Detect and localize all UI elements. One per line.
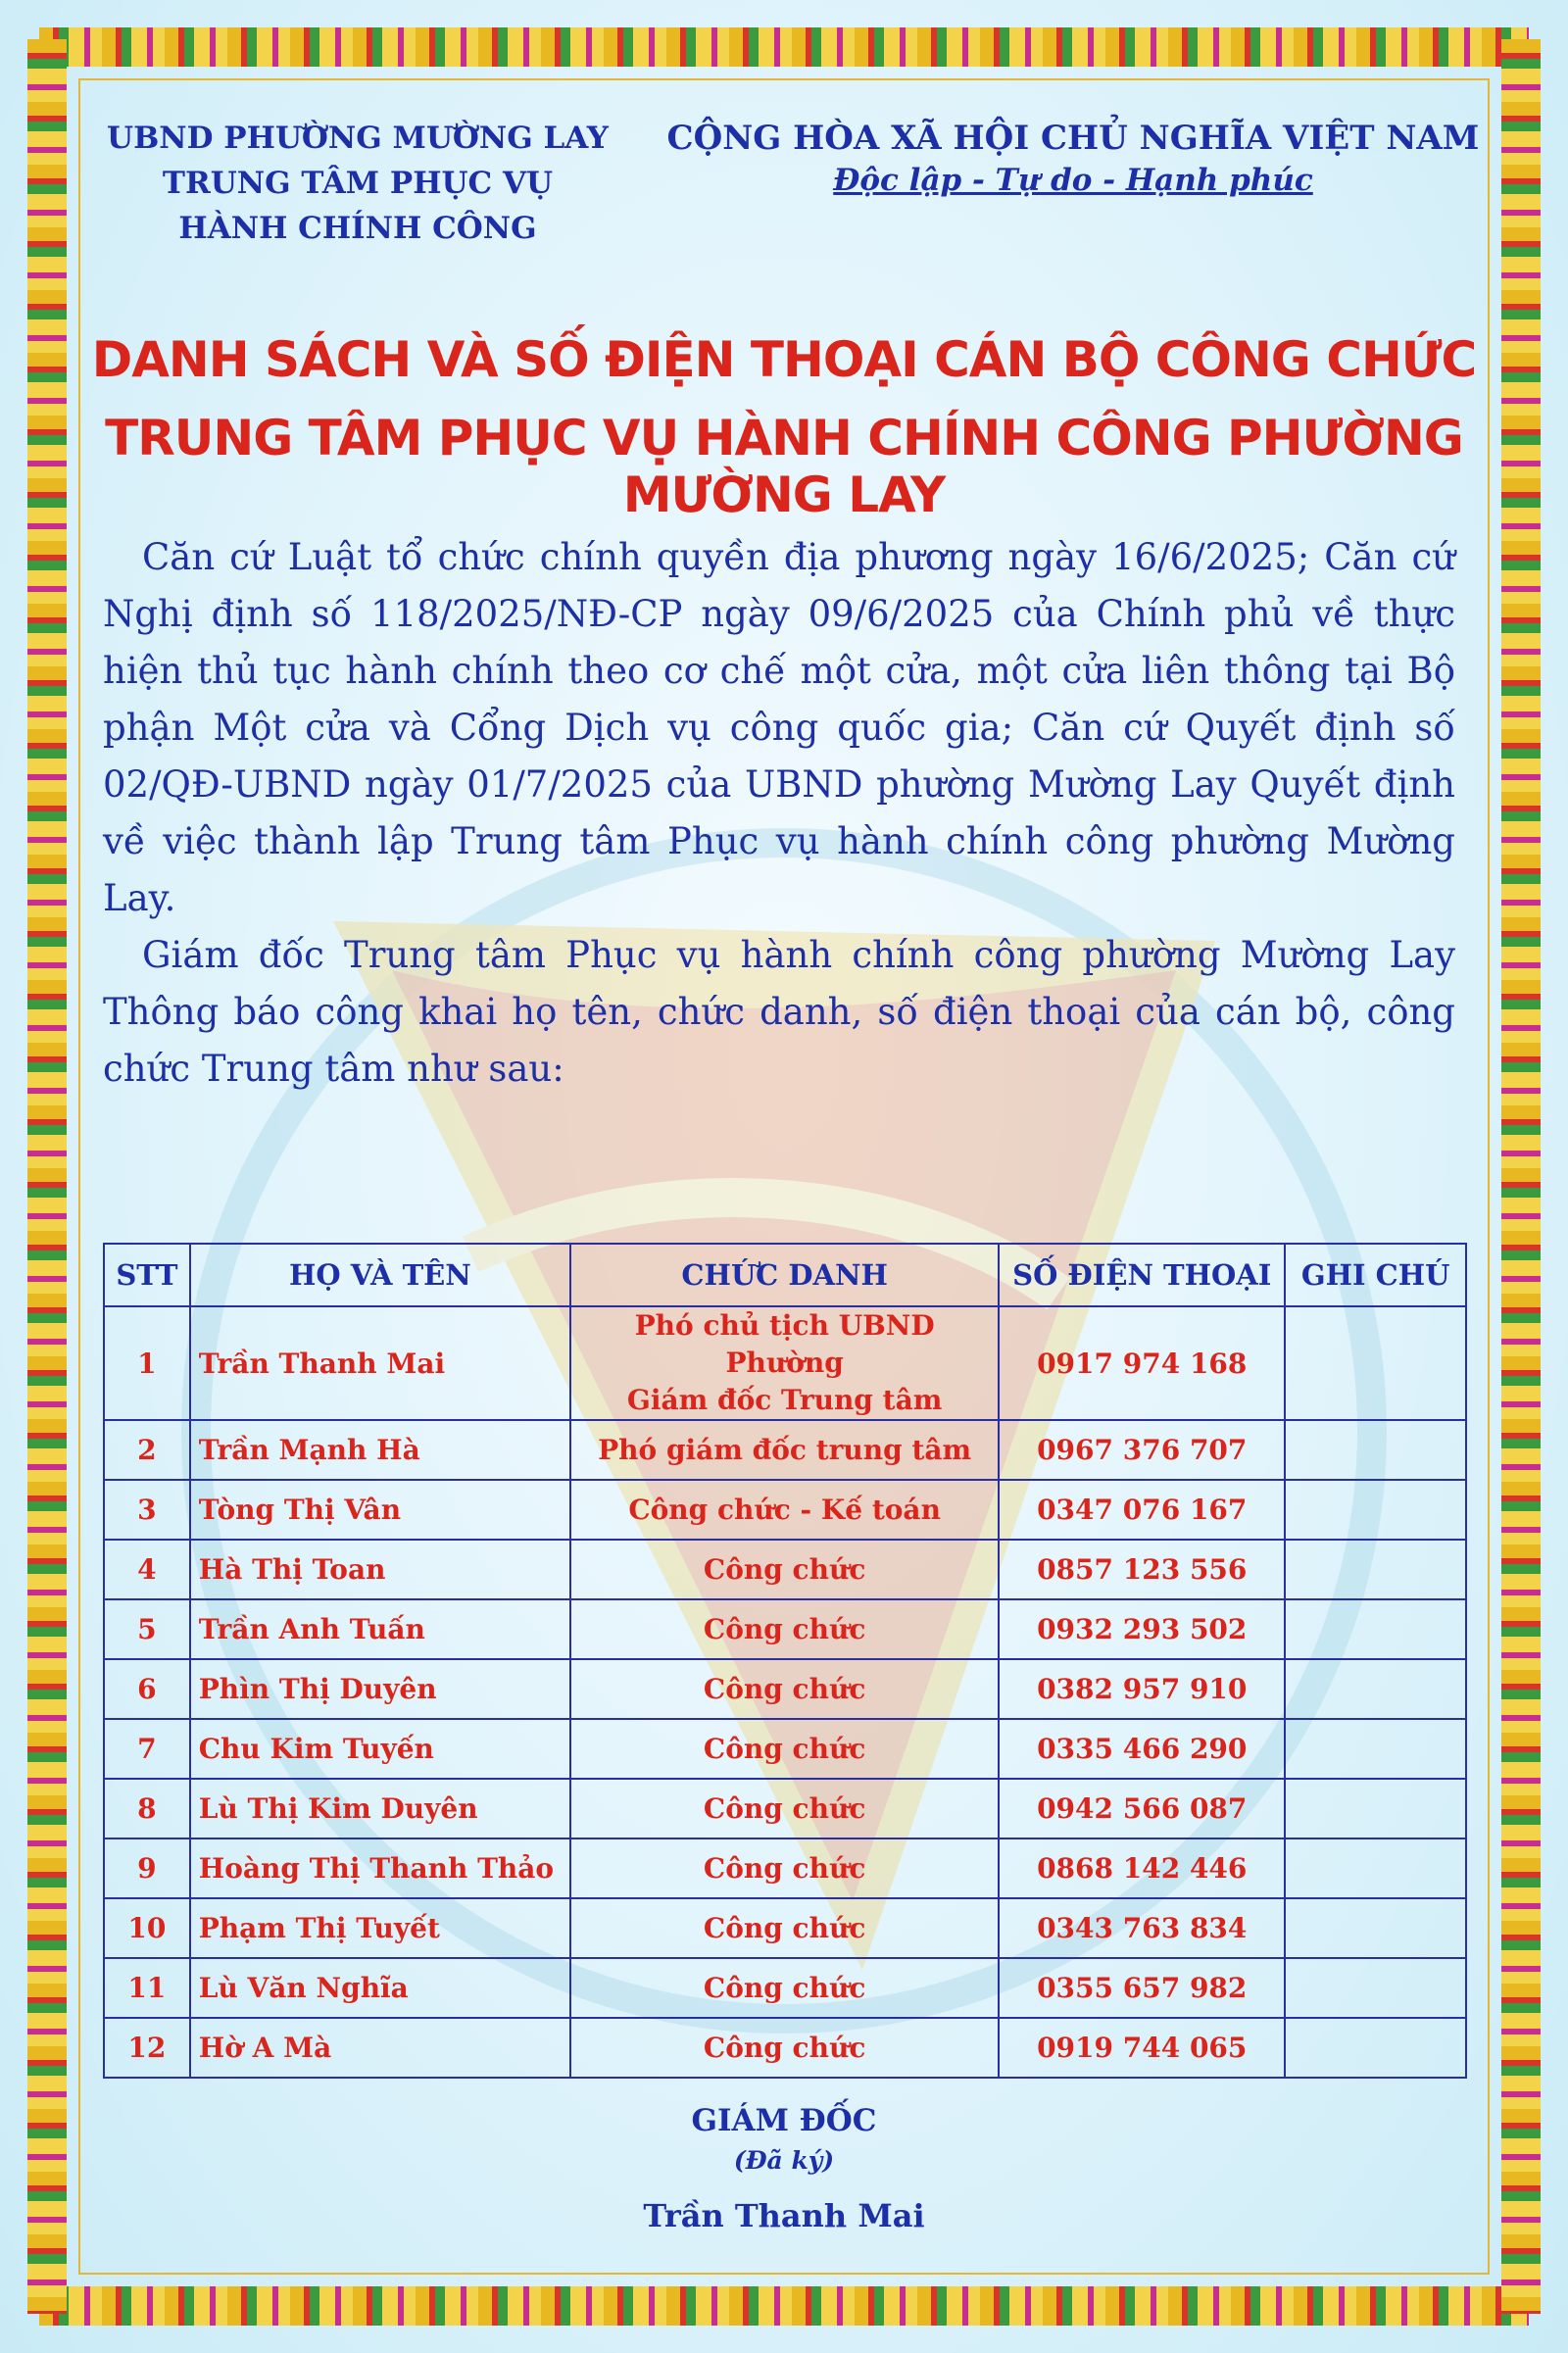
agency-line-1: UBND PHƯỜNG MƯỜNG LAY [107,121,609,156]
row-phone: 0335 466 290 [999,1719,1285,1779]
row-role: Công chức [570,1779,999,1838]
row-note [1285,1306,1466,1420]
row-phone: 0857 123 556 [999,1540,1285,1599]
row-stt: 12 [104,2018,190,2078]
row-phone: 0343 763 834 [999,1898,1285,1958]
decorative-border-right [1501,39,1541,2314]
table-row [104,1599,1466,1659]
row-name: Lù Văn Nghĩa [190,1958,570,2018]
row-note [1285,1480,1466,1540]
row-phone: 0932 293 502 [999,1599,1285,1659]
row-name: Lù Thị Kim Duyên [190,1779,570,1838]
header-name: HỌ VÀ TÊN [190,1244,570,1306]
row-note [1285,1659,1466,1719]
row-note [1285,1420,1466,1480]
table-row [104,1420,1466,1480]
decorative-border-top [39,27,1529,67]
header-stt: STT [104,1244,190,1306]
legal-basis-paragraph: Căn cứ Luật tổ chức chính quyền địa phương ngày 16/6/2025; Căn cứ Nghị định số 118/2025/NĐ-CP ngày 09/6/2025 của Chính phủ về thực hiện thủ tục hành chính theo cơ chế một cửa, một cửa liên thông tại Bộ phận Một cửa và Cổng Dịch vụ công quốc gia; Căn cứ Quyết định số 02/QĐ-UBND ngày 01/7/2025 của UBND phường Mường Lay Quyết định về việc thành lập Trung tâm Phục vụ hành chính công phường Mường Lay. [103,536,1455,919]
document-title-line-2: TRUNG TÂM PHỤC VỤ HÀNH CHÍNH CÔNG PHƯỜNG MƯỜNG LAY [105,410,1463,523]
table-header-row [104,1244,1466,1306]
signature-status: (Đã ký) [733,2146,835,2175]
issuing-agency [98,116,617,251]
table-row [104,1779,1466,1838]
row-name: Phìn Thị Duyên [190,1659,570,1719]
row-name: Trần Mạnh Hà [190,1420,570,1480]
row-name: Phạm Thị Tuyết [190,1898,570,1958]
table-row [104,2018,1466,2078]
row-role: Công chức [570,1719,999,1779]
table-row [104,1659,1466,1719]
signature-title: GIÁM ĐỐC [691,2103,877,2138]
row-name: Hoàng Thị Thanh Thảo [190,1838,570,1898]
row-role: Công chức [570,1540,999,1599]
row-note [1285,2018,1466,2078]
row-role-line-2: Giám đốc Trung tâm [626,1384,943,1416]
motto: Độc lập - Tự do - Hạnh phúc [833,163,1313,198]
row-stt: 10 [104,1898,190,1958]
row-name: Tòng Thị Vân [190,1480,570,1540]
row-stt: 7 [104,1719,190,1779]
row-stt: 4 [104,1540,190,1599]
country-name: CỘNG HÒA XÃ HỘI CHỦ NGHĨA VIỆT NAM [666,119,1480,158]
row-role: Công chức - Kế toán [570,1480,999,1540]
signer-name: Trần Thanh Mai [643,2197,925,2234]
row-stt: 3 [104,1480,190,1540]
staff-table [103,1243,1467,2079]
row-note [1285,1599,1466,1659]
row-role: Phó giám đốc trung tâm [570,1420,999,1480]
row-role: Công chức [570,1958,999,2018]
agency-line-3: HÀNH CHÍNH CÔNG [178,211,537,246]
table-row [104,1480,1466,1540]
row-phone: 0917 974 168 [999,1306,1285,1420]
table-row [104,1719,1466,1779]
row-note [1285,1540,1466,1599]
row-stt: 8 [104,1779,190,1838]
row-phone: 0942 566 087 [999,1779,1285,1838]
row-role: Công chức [570,1838,999,1898]
row-stt: 5 [104,1599,190,1659]
row-phone: 0919 744 065 [999,2018,1285,2078]
row-phone: 0868 142 446 [999,1838,1285,1898]
row-phone: 0382 957 910 [999,1659,1285,1719]
table-row [104,1898,1466,1958]
decorative-border-bottom [39,2286,1529,2326]
row-name: Chu Kim Tuyến [190,1719,570,1779]
row-name: Trần Anh Tuấn [190,1599,570,1659]
row-role: Công chức [570,2018,999,2078]
row-stt: 1 [104,1306,190,1420]
document-body [103,529,1455,1098]
table-row [104,1540,1466,1599]
row-note [1285,1898,1466,1958]
row-stt: 2 [104,1420,190,1480]
row-role: Công chức [570,1898,999,1958]
table-row [104,1306,1466,1420]
row-phone: 0347 076 167 [999,1480,1285,1540]
row-stt: 6 [104,1659,190,1719]
agency-line-2: TRUNG TÂM PHỤC VỤ [162,166,554,201]
row-name: Hà Thị Toan [190,1540,570,1599]
row-role: Công chức [570,1599,999,1659]
row-name: Hờ A Mà [190,2018,570,2078]
decorative-border-left [27,39,67,2314]
table-row [104,1958,1466,2018]
header-note: GHI CHÚ [1285,1244,1466,1306]
header-phone: SỐ ĐIỆN THOẠI [999,1244,1285,1306]
row-note [1285,1958,1466,2018]
row-note [1285,1779,1466,1838]
row-note [1285,1719,1466,1779]
announcement-paragraph: Giám đốc Trung tâm Phục vụ hành chính công phường Mường Lay Thông báo công khai họ tên, chức danh, số điện thoại của cán bộ, công chức Trung tâm như sau: [103,934,1455,1090]
national-motto [657,116,1490,200]
row-name: Trần Thanh Mai [190,1306,570,1420]
row-phone: 0967 376 707 [999,1420,1285,1480]
row-role-line-1: Phó chủ tịch UBND Phường [634,1309,935,1379]
row-note [1285,1838,1466,1898]
document-title-line-1: DANH SÁCH VÀ SỐ ĐIỆN THOẠI CÁN BỘ CÔNG CHỨC [91,331,1477,388]
row-role [570,1306,999,1420]
row-stt: 11 [104,1958,190,2018]
row-stt: 9 [104,1838,190,1898]
row-role: Công chức [570,1659,999,1719]
table-row [104,1838,1466,1898]
header-role: CHỨC DANH [570,1244,999,1306]
row-phone: 0355 657 982 [999,1958,1285,2018]
